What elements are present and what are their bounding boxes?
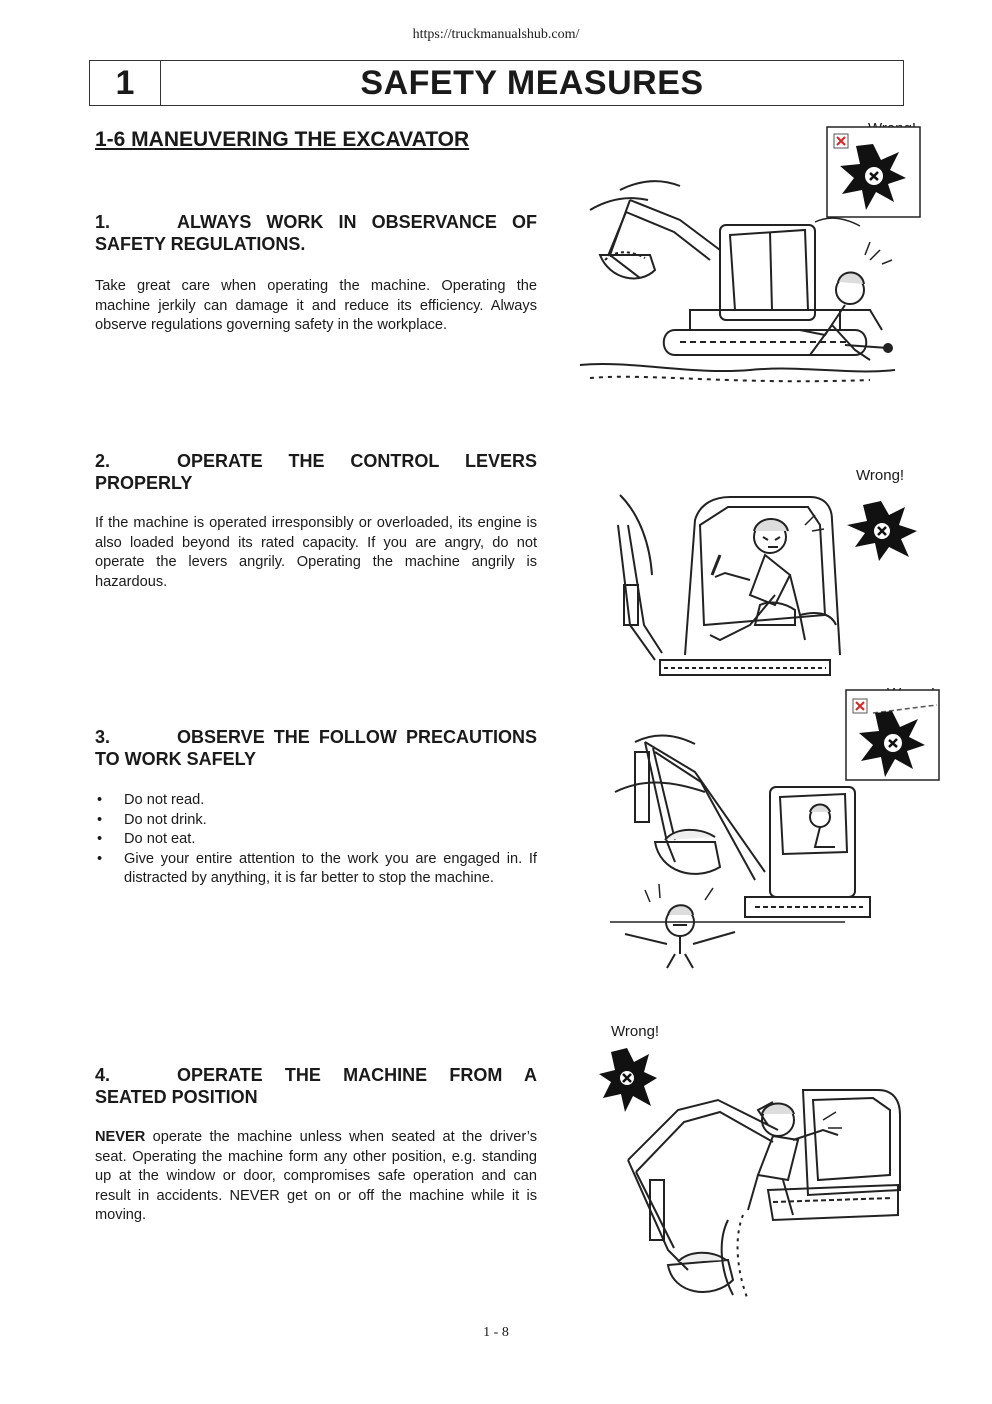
list-item: • Do not read. [95, 791, 537, 811]
item-4-body-text: operate the machine unless when seated at the driver’s seat. Operating the machine form any other position, e.g. standing up at the window or door, compromises safe operation and can result in accidents. NEVER get on or off the machine while it is moving. [95, 1129, 537, 1223]
excavator-swing-illustration [570, 160, 900, 395]
item-2-heading-text: OPERATE THE CONTROL LEVERS PROPERLY [95, 451, 537, 493]
item-2-body: If the machine is operated irresponsibly or overloaded, its engine is also loaded beyond its rated capacity. If you are angry, do not operate the levers angrily. Operating the machine angrily is hazardous. [95, 515, 537, 590]
chapter-title: SAFETY MEASURES [360, 63, 704, 102]
item-1-body: Take great care when operating the machine. Operating the machine jerkily can damage it and reduce its efficiency. Always observe regulations governing safety in the workplace. [95, 278, 537, 333]
item-3-heading-text: OBSERVE THE FOLLOW PRECAUTIONS TO WORK SAFELY [95, 727, 537, 769]
item-4-number: 4. [95, 1065, 111, 1085]
list-item: • Do not eat. [95, 830, 537, 850]
angry-operator-illustration [600, 485, 860, 685]
section-title: 1-6 MANEUVERING THE EXCAVATOR [95, 128, 470, 151]
list-item: • Do not drink. [95, 811, 537, 831]
item-4-body-strong: NEVER [95, 1129, 146, 1145]
item-3-number: 3. [95, 727, 111, 747]
item-3-bullet-list [95, 791, 537, 889]
item-1-number: 1. [95, 212, 111, 232]
wrong-label-4: Wrong! [611, 1023, 660, 1040]
item-2-heading [95, 450, 537, 494]
item-1-heading-text: ALWAYS WORK IN OBSERVANCE OF SAFETY REGULATIONS. [95, 212, 537, 254]
item-4-heading [95, 1064, 537, 1108]
item-4-heading-text: OPERATE THE MACHINE FROM A SEATED POSITION [95, 1065, 537, 1107]
source-url: https://truckmanualshub.com/ [412, 27, 580, 42]
page-number: 1 - 8 [483, 1325, 509, 1340]
standing-operator-illustration [608, 1080, 908, 1310]
item-4-body [95, 1128, 537, 1226]
chapter-number: 1 [90, 61, 161, 105]
item-1-heading [95, 211, 537, 255]
item-2-number: 2. [95, 451, 111, 471]
list-item: • Give your entire attention to the work you are engaged in. If distracted by anything, it is far better to stop the machine. [95, 850, 537, 889]
distracted-operator-illustration [605, 722, 880, 970]
chapter-header [89, 60, 904, 106]
item-3-heading [95, 726, 537, 770]
wrong-label-2: Wrong! [856, 467, 905, 484]
